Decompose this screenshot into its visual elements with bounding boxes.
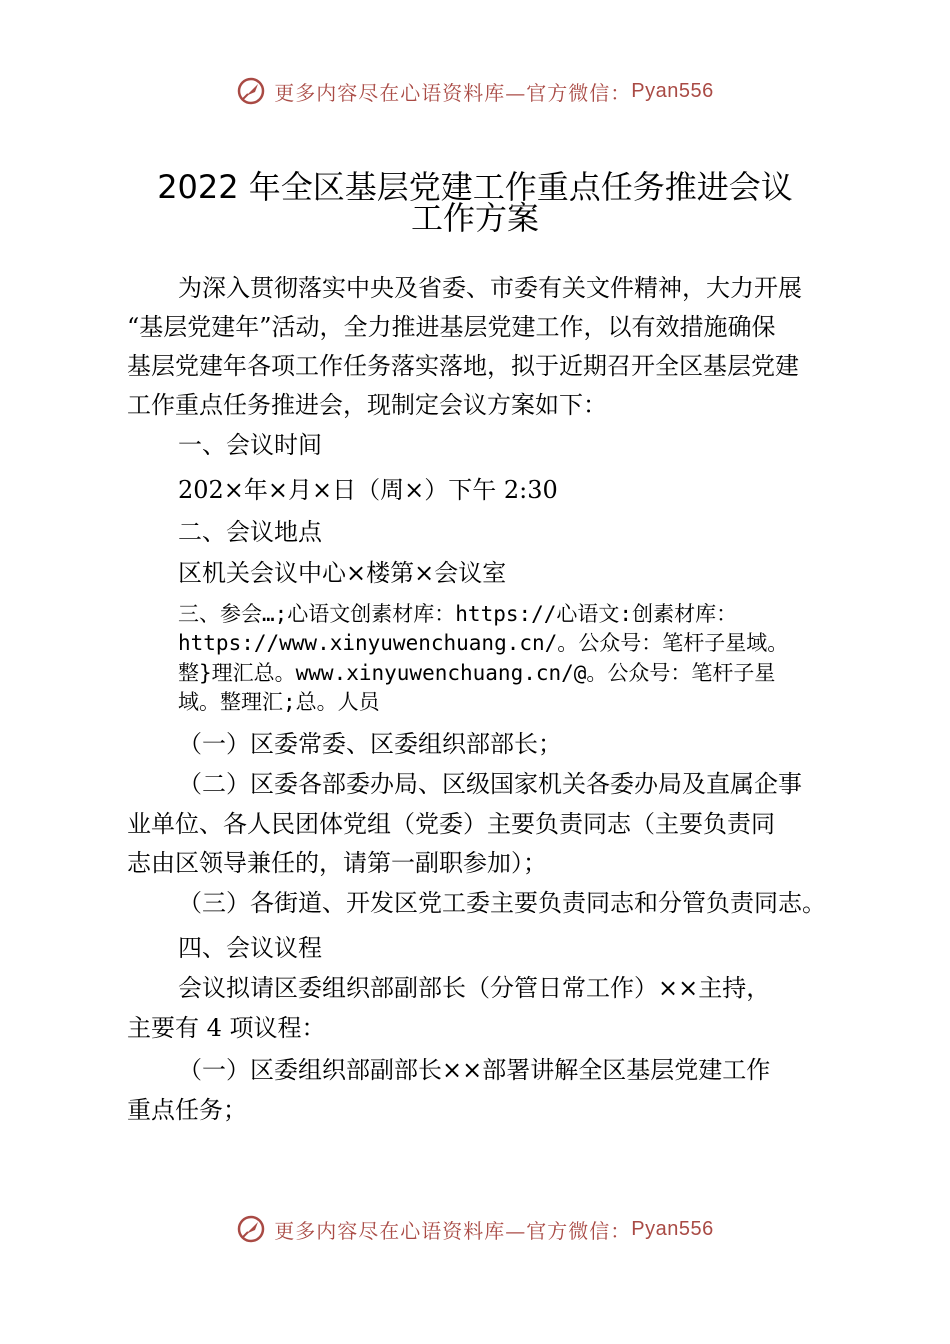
section-heading-attendees: 整}理汇总。www.xinyuwenchuang.cn/@。公众号：笔杆子星: [178, 661, 776, 685]
intro-line: 基层党建年各项工作任务落实落地，拟于近期召开全区基层党建: [127, 352, 799, 380]
watermark-header: [0, 76, 950, 106]
section-heading-location: 二、会议地点: [178, 518, 322, 546]
attendee-item-3: （三）各街道、开发区党工委主要负责同志和分管负责同志。: [178, 889, 826, 917]
agenda-text: 主要有 4 项议程：: [127, 1014, 326, 1042]
attendee-item-2: （二）区委各部委办局、区级国家机关各委办局及直属企事: [178, 770, 802, 798]
section-heading-attendees: 域。整理汇;总。人员: [178, 690, 380, 714]
attendee-item-2: 志由区领导兼任的，请第一副职参加）；: [127, 849, 547, 877]
intro-line: 为深入贯彻落实中央及省委、市委有关文件精神，大力开展: [178, 274, 802, 302]
watermark-wechat-id: Pyan556: [631, 79, 714, 102]
section-heading-attendees: 三、参会…;心语文创素材库：https://心语文:创素材库：: [178, 602, 738, 626]
quill-logo-icon: [236, 1214, 266, 1244]
intro-line: 工作重点任务推进会，现制定会议方案如下：: [127, 391, 607, 419]
section-heading-agenda: 四、会议议程: [178, 934, 322, 962]
watermark-footer: [0, 1214, 950, 1244]
meeting-time: 202×年×月×日（周×）下午 2:30: [178, 476, 558, 504]
agenda-text: 会议拟请区委组织部副部长（分管日常工作）××主持，: [178, 974, 771, 1002]
watermark-wechat-id: Pyan556: [631, 1217, 714, 1240]
attendee-item-1: （一）区委常委、区委组织部部长；: [178, 730, 562, 758]
document-title-line2: 工作方案: [410, 199, 539, 237]
quill-logo-icon: [236, 76, 266, 106]
intro-line: “基层党建年”活动，全力推进基层党建工作，以有效措施确保: [127, 313, 776, 341]
section-heading-time: 一、会议时间: [178, 431, 322, 459]
watermark-text: 更多内容尽在心语资料库—官方微信：: [274, 80, 632, 105]
agenda-item-1: （一）区委组织部副部长××部署讲解全区基层党建工作: [178, 1056, 771, 1084]
agenda-item-1: 重点任务；: [127, 1096, 247, 1124]
meeting-location: 区机关会议中心×楼第×会议室: [178, 559, 507, 587]
watermark-text: 更多内容尽在心语资料库—官方微信：: [274, 1218, 632, 1243]
document-title-line1: 2022 年全区基层党建工作重点任务推进会议: [157, 168, 793, 206]
attendee-item-2: 业单位、各人民团体党组（党委）主要负责同志（主要负责同: [127, 810, 775, 838]
section-heading-attendees: https://www.xinyuwenchuang.cn/。公众号：笔杆子星域。: [178, 631, 789, 655]
